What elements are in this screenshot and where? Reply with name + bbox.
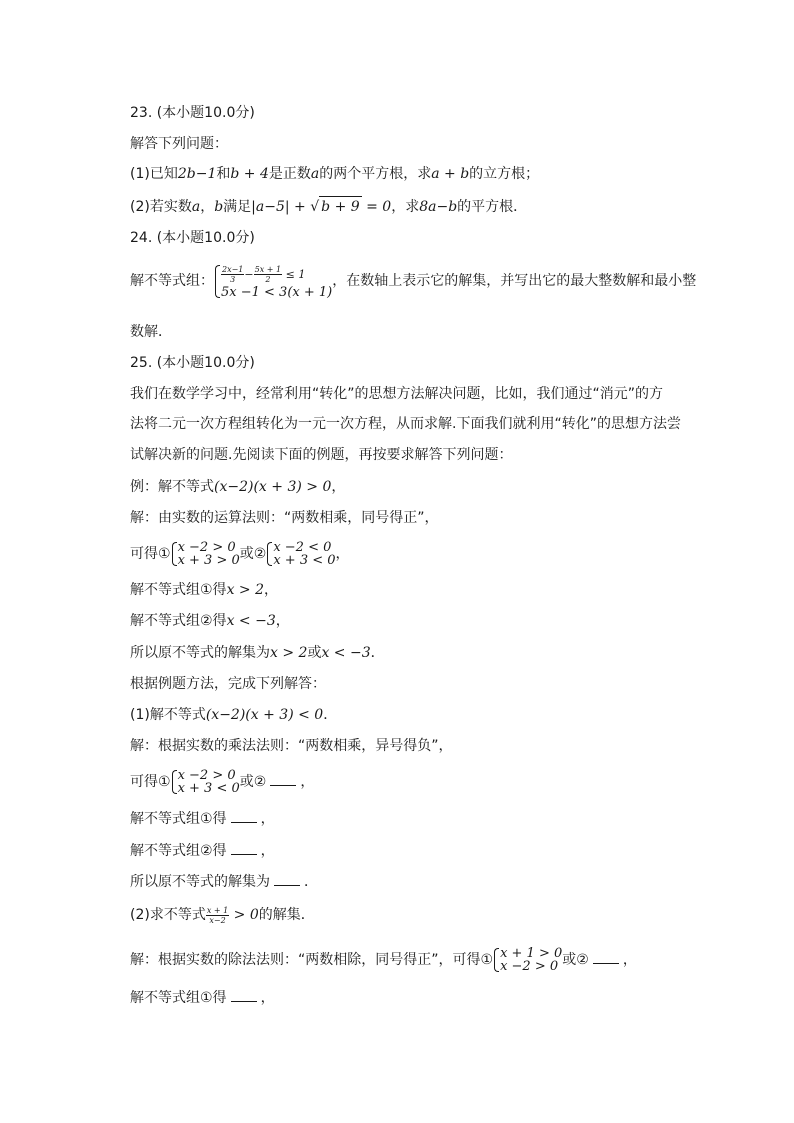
- t: ，: [260, 843, 275, 859]
- q25-header: 25. (本小题10.0分): [130, 355, 255, 371]
- sys-row-1: x + 1 > 0: [500, 946, 563, 961]
- t: 可得①: [130, 546, 171, 562]
- t: 解不等式组②得: [130, 843, 227, 859]
- var: a: [310, 166, 320, 182]
- answer-blank[interactable]: [270, 773, 296, 786]
- t: ，: [331, 479, 346, 495]
- t: (2)求不等式: [130, 907, 206, 923]
- expr: x > 2: [270, 645, 308, 661]
- sys-row-1: x −2 > 0: [177, 768, 236, 783]
- t: ，: [200, 199, 215, 215]
- q25-s2-r1: [130, 988, 275, 1008]
- t: 解不等式组：: [130, 273, 214, 289]
- t: 满足: [223, 199, 252, 215]
- t: 的立方根；: [469, 166, 540, 182]
- answer-blank[interactable]: [231, 989, 257, 1002]
- sys-row-2: x + 3 < 0: [273, 553, 336, 568]
- t: 所以原不等式的解集为: [130, 874, 270, 890]
- numerator: x + 1: [206, 905, 229, 915]
- inequality-system: [493, 947, 562, 973]
- t: ．: [370, 645, 385, 661]
- t: 解不等式组①得: [130, 582, 227, 598]
- q25-s1-r3: [130, 872, 318, 892]
- inequality-system: [266, 541, 335, 567]
- t: 所以原不等式的解集为: [130, 645, 270, 661]
- expr: a + b: [431, 166, 470, 182]
- t: ，: [260, 811, 275, 827]
- q24-header: 24. (本小题10.0分): [130, 230, 255, 246]
- q23-line-1: 解答下列问题：: [130, 136, 228, 152]
- t: ，: [260, 990, 275, 1006]
- t: ，: [264, 582, 278, 598]
- t: 或: [307, 645, 322, 661]
- q24-line-1: [130, 258, 696, 304]
- t: (1)已知: [130, 166, 178, 182]
- op: ≤ 1: [282, 267, 306, 281]
- var: a: [191, 199, 201, 215]
- sys-row-2: x −2 > 0: [500, 959, 559, 974]
- expr: x < −3: [226, 613, 276, 629]
- q25-r3: [130, 643, 385, 663]
- answer-blank[interactable]: [231, 810, 257, 823]
- expr: (x−2)(x + 3) > 0: [214, 479, 332, 495]
- numerator: 2x−1: [222, 265, 244, 274]
- t: 解：根据实数的除法法则：“两数相除，同号得正”，可得①: [130, 952, 494, 968]
- sys-row-2: 5x −1 < 3(x + 1): [221, 284, 333, 300]
- t: ，: [300, 774, 315, 790]
- inequality-system: [214, 264, 332, 299]
- fraction: [221, 265, 244, 284]
- sys-row-2: x + 3 > 0: [177, 553, 240, 568]
- q25-s1-get: [130, 764, 314, 800]
- t: 或②: [239, 546, 267, 562]
- q24-cont: 数解．: [130, 324, 172, 340]
- t: ，在数轴上表示它的解集，并写出它的最大整数解和最小整: [332, 273, 697, 289]
- expr: x < −3: [321, 645, 371, 661]
- q25-r1: [130, 580, 278, 600]
- q23-line-2: [130, 164, 539, 184]
- fraction: [206, 906, 229, 925]
- t: 可得①: [130, 774, 171, 790]
- t: 解不等式组①得: [130, 811, 227, 827]
- q25-p1: 我们在数学学习中，经常利用“转化”的思想方法解决问题，比如，我们通过“消元”的方: [130, 386, 664, 402]
- t: ，求: [391, 199, 420, 215]
- t: ，: [275, 613, 290, 629]
- t: (1)解不等式: [130, 707, 206, 723]
- t: 的解集．: [258, 907, 315, 923]
- expr: 8a−b: [419, 199, 458, 215]
- fraction: [254, 265, 282, 284]
- q25-s1-r2: [130, 841, 275, 861]
- t: 的两个平方根，求: [319, 166, 432, 182]
- q23-line-3: [130, 196, 527, 217]
- denominator: 2: [265, 275, 271, 284]
- expr: > 0: [229, 907, 259, 923]
- var: b: [214, 199, 224, 215]
- q25-r2: [130, 611, 290, 631]
- expr: (x−2)(x + 3) < 0: [205, 707, 324, 723]
- expr: x > 2: [226, 582, 264, 598]
- q25-p2: 法将二元一次方程组转化为一元一次方程，从而求解.下面我们就利用“转化”的思想方法尝: [130, 416, 681, 432]
- inequality-system: [171, 769, 240, 795]
- t: 或②: [562, 952, 589, 968]
- q25-s2-sol: [130, 942, 637, 978]
- sys-row-1: x −2 > 0: [177, 540, 236, 555]
- answer-blank[interactable]: [593, 951, 619, 964]
- expr: = 0: [361, 199, 392, 215]
- t: ，: [335, 546, 350, 562]
- answer-blank[interactable]: [274, 873, 300, 886]
- q25-get: [130, 536, 350, 572]
- t: ，: [622, 952, 637, 968]
- op: −: [244, 267, 254, 281]
- q25-example: [130, 477, 345, 497]
- denominator: x−2: [209, 915, 226, 925]
- sys-row-1: [221, 264, 332, 286]
- sys-row-1: x −2 < 0: [273, 540, 332, 555]
- q25-p3: 试解决新的问题.先阅读下面的例题，再按要求解答下列问题：: [130, 447, 513, 463]
- sqrt-radicand: b + 9: [319, 196, 362, 217]
- denominator: 3: [230, 275, 236, 284]
- expr: b + 4: [230, 166, 269, 182]
- answer-blank[interactable]: [231, 842, 257, 855]
- q25-s1-r1: [130, 809, 275, 829]
- t: 解不等式组①得: [130, 990, 227, 1006]
- t: ．: [323, 707, 338, 723]
- q25-s1: [130, 705, 337, 725]
- t: 是正数: [268, 166, 311, 182]
- numerator: 5x + 1: [254, 265, 282, 274]
- t: 或②: [239, 774, 267, 790]
- t: (2)若实数: [130, 199, 192, 215]
- q25-sol1: 解：由实数的运算法则：“两数相乘，同号得正”，: [130, 510, 439, 526]
- q25-s1-sol: 解：根据实数的乘法法则：“两数相乘，异号得负”，: [130, 738, 453, 754]
- t: 和: [216, 166, 231, 182]
- q23-header: 23. (本小题10.0分): [130, 105, 255, 121]
- sys-row-2: x + 3 < 0: [177, 781, 240, 796]
- expr: |a−5| + √: [251, 199, 320, 215]
- q25-follow: 根据例题方法，完成下列解答：: [130, 676, 326, 692]
- t: 的平方根．: [457, 199, 528, 215]
- t: ．: [304, 874, 318, 890]
- expr: 2b−1: [177, 166, 217, 182]
- t: 解不等式组②得: [130, 613, 227, 629]
- t: 例：解不等式: [130, 479, 214, 495]
- inequality-system: [171, 541, 240, 567]
- q25-s2: [130, 900, 315, 930]
